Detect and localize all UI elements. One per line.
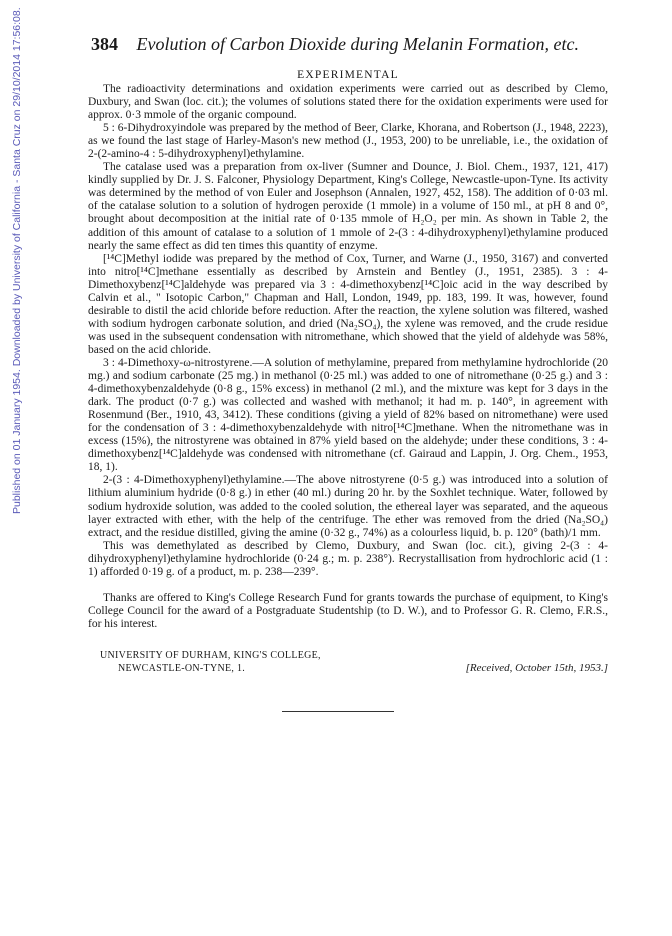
- paragraph-methyl-iodide: [¹⁴C]Methyl iodide was prepared by the method of Cox, Turner, and Warne (J., 1950, 3167) and converted into nitro[¹⁴C]methane essentially as described by Arnstein and Bentley (J., 1951, 2385). 3 : 4-Dimethoxybenz[¹⁴C]aldehyde was prepared via 3 : 4-dimethoxybenz[¹⁴C]oic acid in the way described by Calvin et al., " Isotopic Carbon," Chapman and Hall, London, 1949, pp. 183, 199. It was, however, found desirable to distil the acid chloride before reduction. After the reaction, the xylene solution was filtered, washed with sodium hydrogen carbonate solution, and dried (Na₂SO₄), the xylene was removed, and the crude residue was used in the subsequent condensation with nitromethane, which showed that the yield of aldehyde was 58%, based on the acid chloride.: [88, 252, 608, 356]
- page-number: 384: [91, 34, 118, 54]
- paragraph-acknowledgements: Thanks are offered to King's College Research Fund for grants towards the purchase of equipment, to King's College Council for the award of a Postgraduate Studentship (to D. W.), and to Professor G. R. Clemo, F.R.S., for his interest.: [88, 591, 608, 630]
- running-head: [91, 33, 611, 55]
- received-text: [Received, October 15th, 1953.]: [465, 662, 608, 674]
- section-title: EXPERIMENTAL: [297, 69, 399, 81]
- paragraph-intro: The radioactivity determinations and oxidation experiments were carried out as described by Clemo, Duxbury, and Swan (loc. cit.); the volumes of solutions stated there for the oxidation experiments were used for approx. 0·3 mmole of the organic compound.: [88, 83, 608, 122]
- article-body: [88, 83, 608, 631]
- paragraph-ethylamine: 2-(3 : 4-Dimethoxyphenyl)ethylamine.—The above nitrostyrene (0·5 g.) was introduced into a solution of lithium aluminium hydride (0·8 g.) in ether (40 ml.) during 20 hr. by the Soxhlet technique. Water, followed by sodium hydroxide solution, was added to the cooled solution, the ethereal layer was separated, and the aqueous layer extracted with ether, with the help of the centrifuge. The ether was removed from the dried (Na₂SO₄) extract, and the residue distilled, giving the amine (0·32 g., 74%) as a colourless liquid, b. p. 120° (bath)/1 mm.: [88, 474, 608, 539]
- received-date: [400, 662, 608, 675]
- paragraph-catalase: The catalase used was a preparation from ox-liver (Sumner and Dounce, J. Biol. Chem., 1937, 121, 417) kindly supplied by Dr. J. S. Falconer, Physiology Department, King's College, Newcastle-upon-Tyne. Its activity was determined by the method of von Euler and Josephson (Annalen, 1927, 452, 158). The addition of 0·03 ml. of the catalase solution to a solution of hydrogen peroxide (1 mmole) in a volume of 150 ml., at pH 8 and 0°, brought about decomposition at the initial rate of 0·135 mmole of H₂O₂ per min. As shown in Table 2, the addition of this amount of catalase to a solution of 1 mmole of 2-(3 : 4-dihydroxyphenyl)ethylamine produced nearly the same effect as did ten times this quantity of enzyme.: [88, 161, 608, 252]
- affiliation-line-1: UNIVERSITY OF DURHAM, KING'S COLLEGE,: [100, 650, 321, 661]
- paragraph-dihydroxyindole: 5 : 6-Dihydroxyindole was prepared by the method of Beer, Clarke, Khorana, and Robertson (J., 1948, 2223), as we found the last stage of Harley-Mason's new method (J., 1953, 200) to be unreliable, i.e., the oxidation of 2-(2-amino-4 : 5-dihydroxyphenyl)ethylamine.: [88, 122, 608, 161]
- affiliation-line-2: NEWCASTLE-ON-TYNE, 1.: [118, 663, 246, 674]
- running-title: Evolution of Carbon Dioxide during Melanin Formation, etc.: [136, 34, 579, 54]
- paragraph-nitrostyrene: 3 : 4-Dimethoxy-ω-nitrostyrene.—A solution of methylamine, prepared from methylamine hydrochloride (20 mg.) and sodium carbonate (25 mg.) in methanol (0·25 ml.) was added to one of nitromethane (0·25 g.) and 3 : 4-dimethoxybenzaldehyde (0·8 g., 15% excess) in methanol (2 ml.), and the mixture was kept for 3 days in the dark. The product (0·7 g.) was collected and washed with methanol; it had m. p. 140°, in agreement with Rosenmund (Ber., 1910, 43, 3412). These conditions (giving a yield of 82% based on nitromethane) were used for the condensation of 3 : 4-dimethoxybenzaldehyde with nitro[¹⁴C]methane. When the nitromethane was in excess (15%), the nitrostyrene was obtained in 87% yield based on the aldehyde; under these conditions, 3 : 4-dimethoxybenz[¹⁴C]aldehyde was condensed with nitromethane (cf. Gairaud and Lappin, J. Org. Chem., 1953, 18, 1).: [88, 356, 608, 474]
- paragraph-demethylation: This was demethylated as described by Clemo, Duxbury, and Swan (loc. cit.), giving 2-(3 : 4-dihydroxyphenyl)ethylamine hydrochloride (0·24 g.; m. p. 238°). Recrystallisation from hydrochloric acid (1 : 1) afforded 0·19 g. of a product, m. p. 238—239°.: [88, 539, 608, 578]
- end-rule: [282, 711, 394, 712]
- affiliation: [100, 649, 400, 675]
- download-provenance-note: Published on 01 January 1954. Downloaded by University of California - Santa Cruz on 29/10/2014 17:56:08.: [11, 7, 23, 514]
